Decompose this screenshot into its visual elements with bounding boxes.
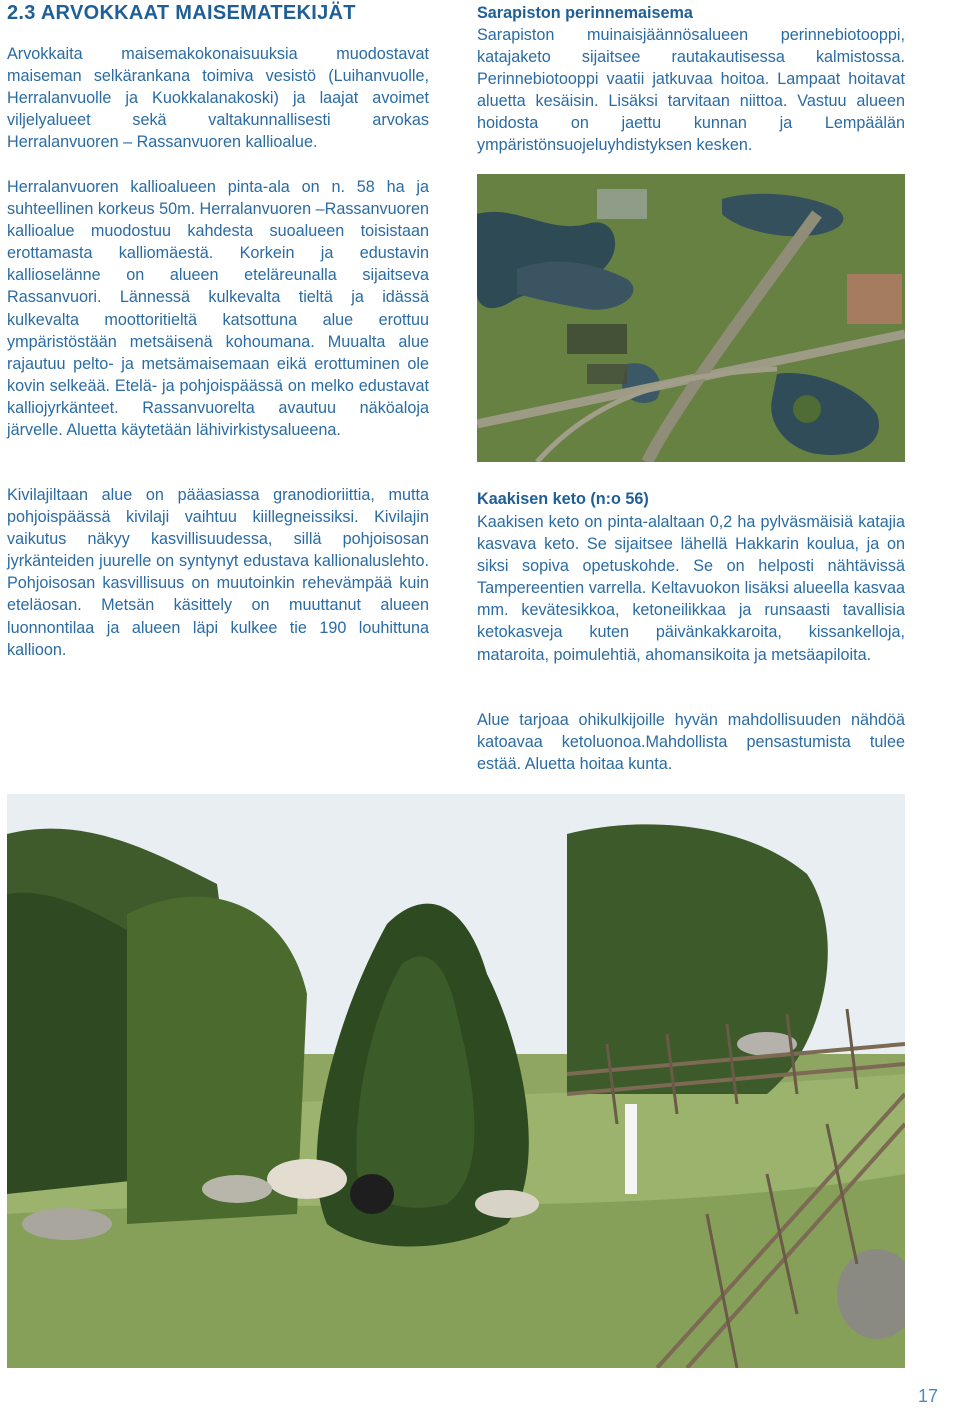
section-title: 2.3 ARVOKKAAT MAISEMATEKIJÄT — [7, 2, 356, 24]
kaakinen-paragraph: Kaakisen keto on pinta-alaltaan 0,2 ha pylväsmäisiä katajia kasvava keto. Se sijaitsee lähellä Hakkarin koulua, ja on siksi sopiva opetuskohde. Se on helposti nähtävissä Tampereentien varrella. Keltavuokon lisäksi alueella kasvaa mm. kevätesikkoa, ketoneilikkaa ja runsaasti tavallisia ketokasveja kuten päivänkakkaroita, kissankelloja, mataroita, poimulehtiä, ahomansikoita ja metsäapiloita. — [477, 513, 905, 664]
kaakinen-heading: Kaakisen keto (n:o 56) — [477, 490, 649, 508]
sarapisto-heading: Sarapiston perinnemaisema — [477, 4, 693, 22]
aerial-photo-graphic — [477, 174, 905, 462]
kallioalue-paragraph: Herralanvuoren kallioalueen pinta-ala on n. 58 ha ja suhteellinen korkeus 50m. Herralanvuoren –Rassanvuoren kallioalue muodostuu kahdesta suoalueen toisistaan erottamasta kalliomäestä. Korkein ja edustavin kallioselänne on alueen eteläreunalla sijaitseva Rassanvuori. Lännessä kulkevalta tieltä ja idässä kulkevalta moottoritieltä katsottuna alue erottuu ympäristöstään metsäisenä kohoumana. Muualta alue rajautuu pelto- ja metsämaisemaan eikä erottuminen ole kovin selkeää. Etelä- ja pohjoispäässä on melko edustavat kalliojyrkänteet. Rassanvuorelta avautuu näköaloja järvelle. Aluetta käytetään lähivirkistysalueena. — [7, 178, 430, 440]
aerial-photo — [477, 174, 905, 462]
meadow-photo — [7, 794, 905, 1368]
kivilaji-paragraph: Kivilajiltaan alue on pääasiassa granodioriittia, mutta pohjoispäässä kivilaji vaihtuu kiillegneissiksi. Kivilajin vaikutus näkyy kasvillisuudessa, sillä pohjoisosan jyrkänteiden juurelle on syntynyt edustava kallionaluslehto. Pohjoisosan kasvillisuus on muutoinkin rehevämpää kuin eteläosan. Metsän käsittely on muuttanut alueen luonnontilaa ja alueen läpi kulkee tie 190 louhittuna kallioon. — [7, 486, 429, 659]
intro-paragraph: Arvokkaita maisemakokonaisuuksia muodostavat maiseman selkärankana toimiva vesistö (Luihanvuolle, Herralanvuolle ja Kuokkalanakoski) ja laajat avoimet viljelyalueet sekä valtakunnallisesti arvokas Herralanvuoren – Rassanvuoren kallioalue. — [7, 45, 429, 152]
sarapisto-paragraph: Sarapiston muinaisjäännösalueen perinnebiotooppi, katajaketo sijaitsee rautakautisessa kalmistossa. Perinnebiotooppi vaatii jatkuvaa hoitoa. Lampaat hoitavat aluetta kesäisin. Lisäksi tarvitaan niittoa. Vastuu alueen hoidosta on jaettu kunnan ja Lempäälän ympäristönsuojeluyhdistyksen kesken. — [477, 26, 905, 155]
meadow-photo-graphic — [7, 794, 905, 1368]
kaakinen-paragraph-2: Alue tarjoaa ohikulkijoille hyvän mahdollisuuden nähdöä katoavaa ketoluonoa.Mahdollista pensastumista tulee estää. Aluetta hoitaa kunta. — [477, 711, 905, 774]
page-number: 17 — [917, 1386, 938, 1406]
